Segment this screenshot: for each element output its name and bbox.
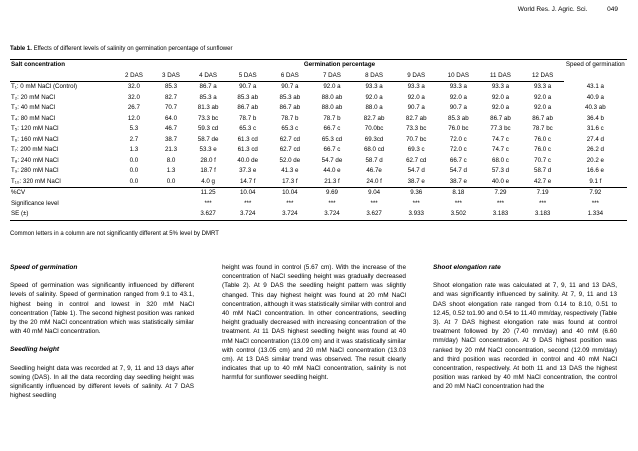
table-cell: 82.7 ab: [405, 114, 427, 122]
table-cell: 4.0 g: [201, 177, 215, 185]
germination-percentage-header: Germination percentage: [115, 60, 563, 71]
table-cell: 93.3 a: [491, 83, 510, 90]
table-cell: ***: [412, 199, 420, 207]
table-cell: 82.7 ab: [363, 114, 385, 122]
table-cell: 31.6 c: [586, 125, 604, 132]
table-cell: 3.724: [227, 209, 269, 220]
section-heading-seedling-height: Seedling height: [10, 346, 60, 354]
table-cell: 9.1 f: [589, 177, 602, 185]
table-cell: 85.3 ab: [237, 93, 259, 101]
table-row: [10, 114, 627, 125]
table-cell: 26.7: [127, 104, 140, 111]
table-cell: 85.3 ab: [448, 114, 469, 122]
table-cell: 7.29: [479, 188, 521, 199]
das-header-cell: 5 DAS: [227, 71, 269, 82]
stats-label: SE (±): [10, 209, 115, 220]
table-cell: 86.7 a: [199, 83, 217, 90]
table-cell: 70.7 c: [534, 156, 552, 164]
treatment-label: T₆: 160 mM NaCl: [11, 135, 59, 143]
table-cell: 36.4 b: [586, 114, 604, 122]
table-cell: 64.0: [164, 114, 178, 122]
table-cell: 82.7: [164, 93, 178, 101]
table-cell: 81.3 ab: [197, 104, 219, 111]
table-cell: 92.0 a: [323, 83, 341, 90]
table-cell: 92.0 a: [534, 93, 552, 101]
table-cell: 44.0 e: [323, 167, 341, 174]
table-cell: 76.0 c: [534, 146, 552, 153]
table-cell: 66.7 c: [323, 146, 341, 153]
table-cell: 86.7 ab: [237, 104, 259, 111]
table-cell: 92.0 a: [407, 93, 425, 101]
table-row: [10, 103, 627, 114]
table-cell: 72.0 c: [449, 146, 467, 153]
paragraph: height was found in control (5.67 cm). With the increase of the concentration of NaCl seedling height was gradually decreased (Table 2). At 9 DAS the seedling height pattern was slightly changed. This day highest height was found at 20 mM NaCl concentration, although it was statistically similar with control and 40 mM NaCl concentration. In other concentrations, seedling height gradually decreased with increasing concentration of the treatment. At 11 DAS highest seedling height was found at 40 mM NaCl concentration (13.09 cm) and it was statistically similar with control (13.05 cm) and 20 mM NaCl concentration (13.03 cm). At 13 DAS similar trend was observed. The result clearly indicates that up to 40 mM NaCl concentration, salinity is not harmful for sunflower seedling height.: [222, 264, 406, 382]
treatment-label: T₉: 280 mM NaCl: [11, 167, 59, 174]
table-cell: 0.0: [166, 177, 176, 185]
empty-cell: [115, 188, 152, 199]
table-cell: 28.0 f: [200, 156, 216, 164]
table-cell: 61.3 cd: [237, 146, 258, 153]
table-cell: 78.7 bc: [532, 125, 553, 132]
table-cell: 38.7 e: [449, 177, 467, 185]
table-row: [10, 156, 627, 167]
table-row: [10, 177, 627, 188]
treatment-label: T₇: 200 mM NaCl: [11, 146, 59, 153]
table-cell: 9.69: [311, 188, 353, 199]
table-caption-text: Effects of different levels of salinity on germination percentage of sunflower: [33, 46, 233, 52]
table-cell: 74.7 c: [492, 135, 509, 143]
table-cell: 8.18: [437, 188, 479, 199]
table-cell: 78.7 b: [239, 114, 257, 122]
table-cell: 85.3 a: [199, 93, 217, 101]
das-header-row: [10, 71, 627, 82]
table-cell: 70.0bc: [364, 125, 384, 132]
journal-name: World Res. J. Agric. Sci.: [517, 6, 588, 13]
empty-cell: [152, 199, 189, 210]
table-cell: 24.0 f: [366, 177, 382, 185]
table-cell: 86.7 ab: [532, 114, 553, 122]
table-cell: 58.7 de: [197, 135, 219, 143]
table-cell: 8.0: [166, 156, 176, 164]
das-header-cell: 12 DAS: [522, 71, 564, 82]
table-cell: 68.0 cd: [363, 146, 385, 153]
germination-table: [10, 59, 627, 221]
table-cell: 76.0 bc: [448, 125, 469, 132]
table-cell: 0.0: [129, 177, 139, 185]
table-footnote: Common letters in a column are not significantly different at 5% level by DMRT: [10, 231, 219, 237]
text-column-3: [433, 263, 617, 392]
treatment-label: T₁: 0 mM NaCl (Control): [11, 83, 78, 90]
table-cell: 46.7e: [366, 167, 382, 174]
table-cell: 66.7 c: [449, 156, 467, 164]
table-cell: 52.0 de: [279, 156, 301, 164]
table-cell: 72.0 c: [449, 135, 467, 143]
table-caption-label: Table 1.: [10, 46, 32, 52]
table-caption: [10, 46, 232, 52]
table-cell: 58.7 d: [534, 167, 552, 174]
table-cell: 90.7 a: [449, 104, 467, 111]
table-cell: 32.0: [127, 83, 140, 90]
text-column-2: [222, 263, 406, 383]
table-cell: 65.3 c: [239, 125, 257, 132]
table-cell: 93.3 a: [534, 83, 552, 90]
das-header-cell: 4 DAS: [190, 71, 227, 82]
table-row: [10, 166, 627, 177]
table-row: [10, 82, 627, 93]
table-cell: 76.0 c: [534, 135, 552, 143]
table-cell: 3.183: [479, 209, 521, 220]
section-heading-shoot-elongation-rate: Shoot elongation rate: [433, 264, 501, 271]
table-row: [10, 124, 627, 135]
table-cell: 92.0 a: [491, 93, 510, 101]
table-cell: 62.7 cd: [406, 156, 427, 164]
table-cell: 92.0 a: [534, 104, 552, 111]
table-cell: 77.3 bc: [490, 125, 511, 132]
speed-of-germination-header: Speed of germination: [564, 60, 627, 82]
table-cell: ***: [328, 199, 336, 207]
table-cell: 11.25: [190, 188, 227, 199]
table-cell: 26.2 d: [586, 146, 604, 153]
page-number: 049: [607, 6, 618, 13]
table-cell: 21.3: [164, 146, 178, 153]
table-cell: ***: [204, 199, 212, 207]
table-cell: 3.933: [395, 209, 437, 220]
table-row: [10, 93, 627, 104]
table-cell: 3.724: [311, 209, 353, 220]
table-cell: 1.334: [564, 209, 627, 220]
table-cell: 93.3 a: [365, 83, 383, 90]
das-header-cell: 7 DAS: [311, 71, 353, 82]
table-cell: 70.7 bc: [406, 135, 427, 143]
table-cell: 5.3: [129, 125, 139, 132]
table-cell: 90.7 a: [239, 83, 257, 90]
table-cell: 53.3 e: [199, 146, 217, 153]
table-cell: 59.3 cd: [197, 125, 219, 132]
table-cell: 54.7 d: [449, 167, 467, 174]
treatment-label: T₁₀: 320 mM NaCl: [11, 177, 61, 185]
table-cell: 3.183: [522, 209, 564, 220]
treatment-label: T₈: 240 mM NaCl: [11, 156, 59, 164]
table-cell: 2.7: [129, 135, 139, 143]
das-header-cell: 2 DAS: [115, 71, 152, 82]
table-cell: 74.7 c: [492, 146, 509, 153]
table-cell: 40.3 ab: [585, 104, 606, 111]
table-cell: 86.7 ab: [490, 114, 511, 122]
table-cell: 88.0 a: [365, 104, 383, 111]
table-cell: 43.1 a: [586, 82, 604, 90]
table-cell: 62.7 cd: [279, 146, 300, 153]
stats-row: [10, 199, 627, 210]
table-cell: 66.7 c: [323, 125, 341, 132]
table-cell: 65.3 cd: [321, 135, 343, 143]
table-cell: 73.3 bc: [197, 114, 219, 122]
treatment-label: T₃: 40 mM NaCl: [11, 104, 56, 111]
das-header-cell: 9 DAS: [395, 71, 437, 82]
table-cell: 20.2 e: [586, 156, 604, 164]
table-cell: 0.0: [129, 156, 139, 164]
table-cell: 10.04: [227, 188, 269, 199]
table-cell: 1.3: [166, 167, 176, 174]
table-cell: 27.4 d: [586, 135, 604, 143]
table-cell: ***: [370, 199, 378, 207]
table-cell: 7.19: [522, 188, 564, 199]
stats-row: [10, 188, 627, 199]
table-cell: 92.0 a: [365, 93, 383, 101]
paragraph: Seedling height data was recorded at 7, 9, 11 and 13 days after sowing (DAS). In all the data recording day seedling height was significantly influenced by different levels of salinity. At 7 DAS highest seedling: [10, 364, 194, 400]
table-cell: 38.7 e: [407, 177, 425, 185]
table-cell: ***: [496, 199, 505, 207]
table-cell: 58.7 d: [365, 156, 383, 164]
text-column-1: [10, 263, 194, 400]
table-cell: 54.7 de: [321, 156, 343, 164]
table-cell: 3.724: [269, 209, 311, 220]
table-cell: 16.6 e: [586, 167, 604, 174]
empty-cell: [115, 209, 152, 220]
table-cell: 78.7 b: [281, 114, 299, 122]
stats-label: Significance level: [11, 199, 59, 207]
table-cell: 85.3 ab: [279, 93, 301, 101]
das-header-cell: 8 DAS: [353, 71, 395, 82]
empty-cell: [152, 209, 189, 220]
table-row: [10, 145, 627, 156]
table-cell: 3.627: [353, 209, 395, 220]
empty-cell: [152, 188, 189, 199]
table-cell: 86.7 ab: [279, 104, 301, 111]
table-cell: 17.3 f: [282, 177, 298, 185]
section-heading-speed-of-germination: Speed of germination: [10, 264, 78, 271]
table-cell: 3.627: [190, 209, 227, 220]
table-cell: 32.0: [127, 93, 140, 101]
table-cell: 21.3 f: [324, 177, 340, 185]
treatment-label: T₅: 120 mM NaCl: [11, 125, 59, 132]
paragraph: Speed of germination was significantly influenced by different levels of salinity. Speed of germination ranged from 9.1 to 43.1, highest being in control and lowest in 320 mM NaCl concentration (Table 1). The second highest position was ranked by the 20 mM NaCl concentration which was statistically similar with 40 mM NaCl concentration.: [10, 282, 194, 336]
empty-cell: [115, 199, 152, 210]
table-cell: ***: [454, 199, 462, 207]
table-cell: 42.7 e: [534, 177, 552, 185]
table-header-row: [10, 60, 627, 71]
table-cell: 41.3 e: [281, 167, 299, 174]
table-cell: 70.7: [164, 104, 178, 111]
table-cell: 90.7 a: [281, 83, 299, 90]
table-cell: 9.04: [353, 188, 395, 199]
table-cell: 40.9 a: [586, 93, 604, 101]
table-cell: 68.0 c: [492, 156, 509, 164]
page-header: [518, 6, 618, 13]
das-header-cell: 10 DAS: [437, 71, 479, 82]
table-cell: 85.3: [164, 83, 178, 90]
table-cell: 93.3 a: [449, 83, 467, 90]
table-cell: 3.502: [437, 209, 479, 220]
table-cell: 62.7 cd: [279, 135, 300, 143]
paragraph: Shoot elongation rate was calculated at 7, 9, 11 and 13 DAS, and was significantly influenced by salinity. At 7, 9, 11 and 13 DAS shoot elongation rate ranged from 0.14 to 8.10, 0.51 to 12.45, 0.52 to1.90 and 0.54 to 11.40 mm/day, respectively (Table 3). At 7 DAS highest elongation rate was found at control treatment followed by 20 (7.40 mm/day) and 40 mM (6.60 mm/day) NaCl concentration. At 9 DAS highest position was ranked by 20 mM NaCl concentration, second (12.09 mm/day) and third position was recorded in control and 40 mM NaCl concentration, respectively. At both 11 and 13 DAS the highest position was ranked by 40 mM NaCl concentration, the control and 20 mM NaCl concentration had the: [433, 282, 617, 391]
table-cell: 92.0 a: [491, 104, 510, 111]
table-cell: 69.3 c: [407, 146, 425, 153]
table-cell: 90.7 a: [407, 104, 425, 111]
table-cell: 46.7: [164, 125, 178, 132]
treatment-label: T₄: 80 mM NaCl: [11, 114, 56, 122]
table-cell: 92.0 a: [449, 93, 467, 101]
table-cell: 54.7 d: [407, 167, 425, 174]
table-cell: 0.0: [129, 167, 139, 174]
table-cell: 14.7 f: [239, 177, 256, 185]
table-cell: 61.3 cd: [237, 135, 258, 143]
empty-header-cell: [10, 71, 115, 82]
das-header-cell: 11 DAS: [479, 71, 521, 82]
table-cell: 7.92: [564, 188, 627, 199]
das-header-cell: 3 DAS: [152, 71, 189, 82]
table-cell: 38.7: [164, 135, 178, 143]
table-cell: ***: [244, 199, 252, 207]
table-cell: 37.3 e: [239, 167, 257, 174]
table-cell: 40.0 de: [237, 156, 259, 164]
table-cell: 69.3cd: [364, 135, 384, 143]
stats-label: %CV: [10, 188, 115, 199]
table-cell: 12.0: [127, 114, 140, 122]
table-cell: ***: [538, 199, 547, 207]
treatment-label: T₂: 20 mM NaCl: [11, 93, 56, 101]
table-cell: 73.3 bc: [406, 125, 427, 132]
table-row: [10, 135, 627, 146]
table-cell: 10.04: [269, 188, 311, 199]
table-cell: ***: [591, 199, 599, 207]
table-cell: 65.3 c: [281, 125, 299, 132]
table-cell: 40.0 e: [491, 177, 510, 185]
table-cell: 57.3 d: [491, 167, 510, 174]
table-cell: 18.7 f: [200, 167, 216, 174]
table-cell: 1.3: [129, 146, 139, 153]
stats-row: [10, 209, 627, 220]
table-cell: 88.0 ab: [321, 93, 343, 101]
table-cell: 88.0 ab: [321, 104, 343, 111]
das-header-cell: 6 DAS: [269, 71, 311, 82]
table-body: [10, 82, 627, 221]
table-cell: 78.7 b: [323, 114, 341, 122]
table-cell: 9.36: [395, 188, 437, 199]
salt-concentration-header: Salt concentration: [10, 60, 115, 71]
table-cell: ***: [286, 199, 294, 207]
table-cell: 93.3 a: [407, 83, 425, 90]
